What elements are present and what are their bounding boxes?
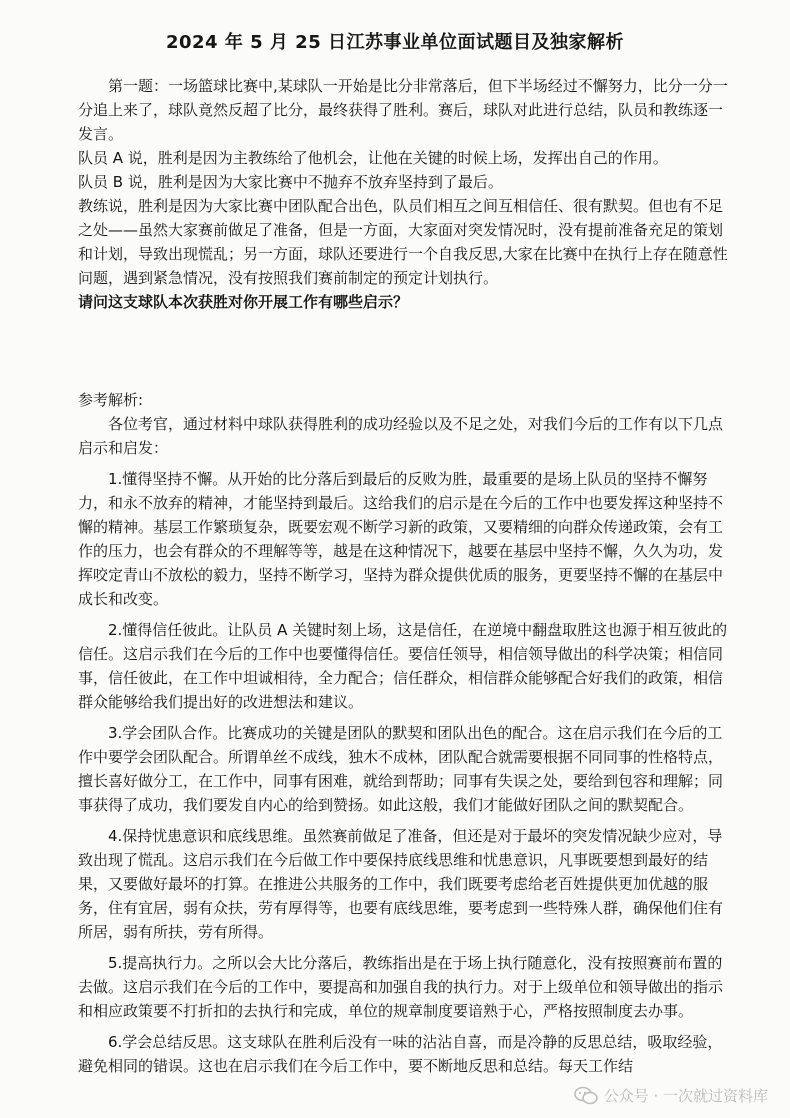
question-intro: 第一题：一场篮球比赛中,某球队一开始是比分非常落后，但下半场经过不懈努力，比分一分一分追上来了，球队竟然反超了比分，最终获得了胜利。赛后，球队对此进行总结，队员和教练逐一发言。 <box>78 77 728 143</box>
analysis-block <box>78 388 728 1078</box>
analysis-point-6: 6.学会总结反思。这支球队在胜利后没有一味的沾沾自喜，而是冷静的反思总结，吸取经验，避免相同的错误。这也在启示我们在今后工作中，要不断地反思和总结。每天工作结 <box>78 1033 723 1075</box>
document-title: 2024 年 5 月 25 日江苏事业单位面试题目及独家解析 <box>165 32 624 53</box>
question-ask: 请问这支球队本次获胜对你开展工作有哪些启示？ <box>78 293 409 311</box>
wechat-icon <box>574 1086 598 1106</box>
analysis-point-2: 2.懂得信任彼此。让队员 A 关键时刻上场，这是信任，在逆境中翻盘取胜这也源于相互彼此的信任。这启示我们在今后的工作中也要懂得信任。要信任领导，相信领导做出的科学决策；相信同事，信任彼此，在工作中坦诚相待，全力配合；信任群众，相信群众能够配合好我们的政策，相信群众能够给我们提出好的改进想法和建议。 <box>78 621 728 711</box>
watermark-text: 公众号 · 一次就过资料库 <box>603 1087 768 1105</box>
coach-statement: 教练说，胜利是因为大家比赛中团队配合出色，队员们相互之间互相信任、很有默契。但也有不足之处——虽然大家赛前做足了准备，但是一方面，大家面对突发情况时，没有提前准备充足的策划和计划，导致出现慌乱；另一方面，球队还要进行一个自我反思,大家在比赛中在执行上存在随意性问题，遇到紧急情况，没有按照我们赛前制定的预定计划执行。 <box>78 197 728 287</box>
analysis-opening: 各位考官，通过材料中球队获得胜利的成功经验以及不足之处，对我们今后的工作有以下几点启示和启发： <box>78 415 724 457</box>
analysis-point-4: 4.保持忧患意识和底线思维。虽然赛前做足了准备，但还是对于最坏的突发情况缺少应对，导致出现了慌乱。这启示我们在今后做工作中要保持底线思维和忧患意识，凡事既要想到最好的结果，又要做好最坏的打算。在推进公共服务的工作中，我们既要考虑给老百姓提供更加优越的服务，住有宜居，弱有众扶，劳有厚得等，也要有底线思维，要考虑到一些特殊人群，确保他们住有所居，弱有所扶，劳有所得。 <box>78 827 724 941</box>
analysis-point-3: 3.学会团队合作。比赛成功的关键是团队的默契和团队出色的配合。这在启示我们在今后的工作中要学会团队配合。所谓单丝不成线，独木不成林，团队配合就需要根据不同同事的性格特点，擅长喜好做分工，在工作中，同事有困难，就给到帮助；同事有失误之处，要给到包容和理解；同事获得了成功，我们要发自内心的给到赞扬。如此这般，我们才能做好团队之间的默契配合。 <box>78 724 724 814</box>
question-block <box>78 74 728 314</box>
analysis-heading: 参考解析: <box>78 391 144 409</box>
analysis-point-1: 1.懂得坚持不懈。从开始的比分落后到最后的反败为胜，最重要的是场上队员的坚持不懈努力，和永不放弃的精神，才能坚持到最后。这给我们的启示是在今后的工作中也要发挥这种坚持不懈的精神。基层工作繁琐复杂，既要宏观不断学习新的政策，又要精细的向群众传递政策，会有工作的压力，也会有群众的不理解等等，越是在这种情况下，越要在基层中坚持不懈，久久为功，发挥咬定青山不放松的毅力，坚持不断学习，坚持为群众提供优质的服务，更要坚持不懈的在基层中成长和改变。 <box>78 470 724 608</box>
player-b-statement: 队员 B 说，胜利是因为大家比赛中不抛弃不放弃坚持到了最后。 <box>78 173 503 191</box>
analysis-point-5: 5.提高执行力。之所以会大比分落后，教练指出是在于场上执行随意化，没有按照赛前布置的去做。这启示我们在今后的工作中，要提高和加强自我的执行力。对于上级单位和领导做出的指示和相应政策要不打折扣的去执行和完成，单位的规章制度要谙熟于心，严格按照制度去办事。 <box>78 954 724 1020</box>
watermark <box>574 1085 768 1106</box>
player-a-statement: 队员 A 说，胜利是因为主教练给了他机会，让他在关键的时候上场，发挥出自己的作用。 <box>78 149 668 167</box>
